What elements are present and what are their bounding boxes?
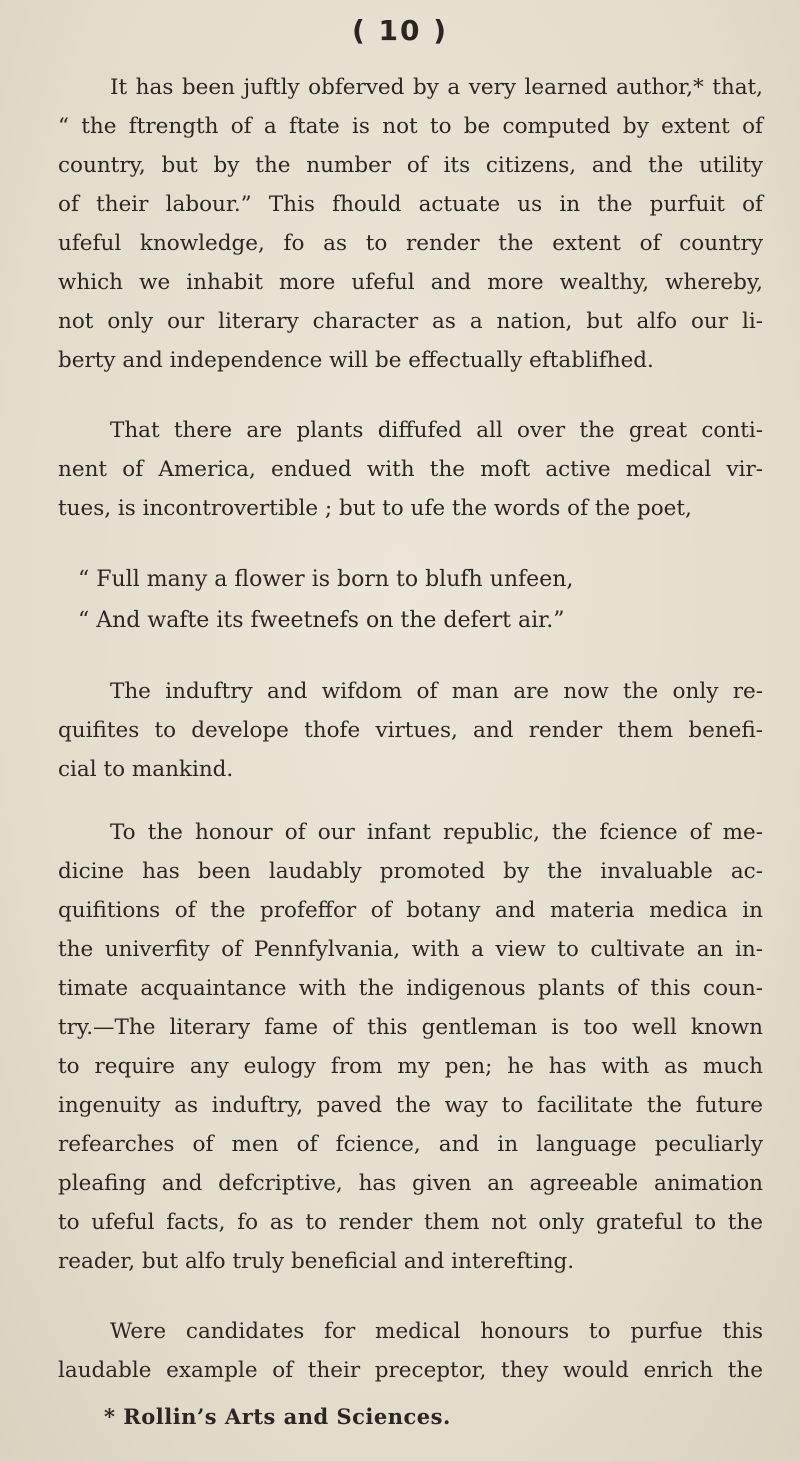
text-line: reader, but alfo truly beneficial and interefting.	[58, 1249, 575, 1274]
text-line: That there are plants diffufed all over the great conti-	[110, 418, 763, 443]
text-line: country, but by the number of its citizens, and the utility	[58, 153, 763, 178]
paragraph-5	[58, 1312, 763, 1390]
body-text	[58, 68, 763, 1390]
text-line: to require any eulogy from my pen; he has with as much	[58, 1054, 763, 1079]
text-line: laudable example of their preceptor, they would enrich the	[58, 1358, 763, 1383]
page-number: ( 10 )	[351, 14, 449, 47]
paragraph-4	[58, 813, 763, 1281]
text-line: which we inhabit more ufeful and more wealthy, whereby,	[58, 270, 763, 295]
verse-line: “ Full many a flower is born to blufh unfeen,	[78, 567, 574, 592]
text-line: tues, is incontrovertible ; but to ufe the words of the poet,	[58, 496, 692, 521]
text-line: ufeful knowledge, fo as to render the extent of country	[58, 231, 763, 256]
paragraph-1	[58, 68, 763, 380]
text-line: nent of America, endued with the moft active medical vir-	[58, 457, 763, 482]
text-line: berty and independence will be effectually eftablifhed.	[58, 348, 654, 373]
footnote: * Rollin’s Arts and Sciences.	[104, 1404, 451, 1429]
text-line: try.—The literary fame of this gentleman is too well known	[58, 1015, 763, 1040]
paragraph-3	[58, 672, 763, 789]
text-line: quifitions of the profeffor of botany and materia medica in	[58, 898, 763, 923]
text-line: “ the ftrength of a ftate is not to be computed by extent of	[58, 114, 763, 139]
text-line: To the honour of our infant republic, the fcience of me-	[110, 820, 763, 845]
text-line: cial to mankind.	[58, 757, 234, 782]
text-line: Were candidates for medical honours to purfue this	[110, 1319, 763, 1344]
text-line: The induftry and wifdom of man are now the only re-	[110, 679, 763, 704]
text-line: not only our literary character as a nation, but alfo our li-	[58, 309, 763, 334]
text-line: to ufeful facts, fo as to render them not only grateful to the	[58, 1210, 763, 1235]
text-line: pleafing and defcriptive, has given an agreeable animation	[58, 1171, 763, 1196]
paragraph-2	[58, 411, 763, 528]
text-line: the univerfity of Pennfylvania, with a view to cultivate an in-	[58, 937, 763, 962]
verse-line: “ And wafte its fweetnefs on the defert air.”	[78, 608, 565, 633]
text-line: ingenuity as induftry, paved the way to facilitate the future	[58, 1093, 763, 1118]
text-line: It has been juftly obferved by a very learned author,* that,	[110, 75, 763, 100]
text-line: refearches of men of fcience, and in language peculiarly	[58, 1132, 763, 1157]
text-line: timate acquaintance with the indigenous plants of this coun-	[58, 976, 763, 1001]
text-line: of their labour.” This fhould actuate us in the purfuit of	[58, 192, 763, 217]
text-line: dicine has been laudably promoted by the invaluable ac-	[58, 859, 763, 884]
verse-quotation	[58, 559, 763, 641]
text-line: quifites to develope thofe virtues, and render them benefi-	[58, 718, 763, 743]
